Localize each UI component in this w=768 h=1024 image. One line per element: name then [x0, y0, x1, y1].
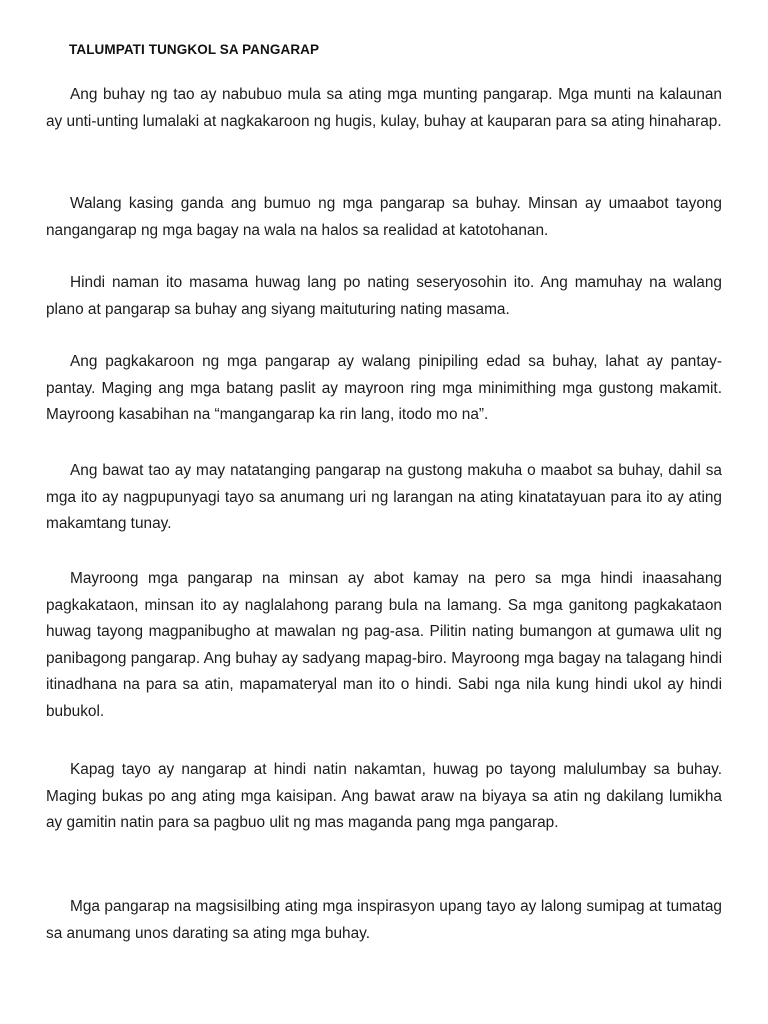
paragraph-7: Kapag tayo ay nangarap at hindi natin nakamtan, huwag po tayong malulumbay sa buhay. Maging bukas po ang ating mga kaisipan. Ang bawat araw na biyaya sa atin ng dakilang lumikha ay gamitin natin para sa pagbuo ulit ng mas maganda pang mga pangarap. [46, 761, 722, 832]
paragraph-1: Ang buhay ng tao ay nabubuo mula sa ating mga munting pangarap. Mga munti na kalaunan ay unti-unting lumalaki at nagkakaroon ng hugis, kulay, buhay at kauparan para sa ating hinaharap. [46, 86, 722, 130]
paragraph-2: Walang kasing ganda ang bumuo ng mga pangarap sa buhay. Minsan ay umaabot tayong nangangarap ng mga bagay na wala na halos sa realidad at katotohanan. [46, 195, 722, 239]
paragraph-4: Ang pagkakaroon ng mga pangarap ay walang pinipiling edad sa buhay, lahat ay pantay-pantay. Maging ang mga batang paslit ay mayroon ring mga minimithing mga gustong makamit. Mayroong kasabihan na “mangangarap ka rin lang, itodo mo na”. [46, 353, 722, 424]
paragraph-6: Mayroong mga pangarap na minsan ay abot kamay na pero sa mga hindi inaasahang pagkakataon, minsan ito ay naglalahong parang bula na lamang. Sa mga ganitong pagkakataon huwag tayong magpanibugho at mawalan ng pag-asa. Pilitin nating bumangon at gumawa ulit ng panibagong pangarap. Ang buhay ay sadyang mapag-biro. Mayroong mga bagay na talagang hindi itinadhana na para sa atin, mapamateryal man ito o hindi. Sabi nga nila kung hindi ukol ay hindi bubukol. [46, 570, 722, 720]
paragraph-3: Hindi naman ito masama huwag lang po nating seseryosohin ito. Ang mamuhay na walang plano at pangarap sa buhay ang siyang maituturing nating masama. [46, 274, 722, 318]
paragraph-5: Ang bawat tao ay may natatanging pangarap na gustong makuha o maabot sa buhay, dahil sa mga ito ay nagpupunyagi tayo sa anumang uri ng larangan na ating kinatatayuan para ito ay ating makamtang tunay. [46, 462, 722, 533]
document-title: TALUMPATI TUNGKOL SA PANGARAP [69, 42, 320, 57]
paragraph-8: Mga pangarap na magsisilbing ating mga inspirasyon upang tayo ay lalong sumipag at tumatag sa anumang unos darating sa ating mga buhay. [46, 898, 722, 942]
